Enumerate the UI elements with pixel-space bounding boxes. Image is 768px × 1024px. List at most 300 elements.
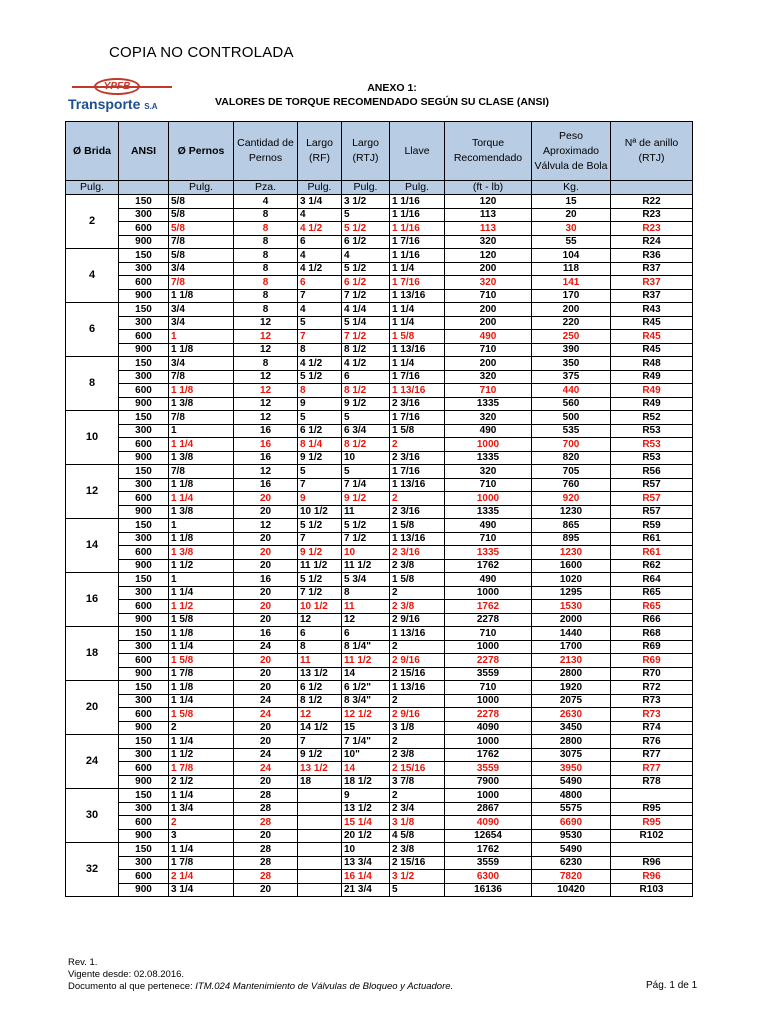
table-cell: 4 1/2: [298, 222, 342, 236]
table-cell: 11 1/2: [342, 559, 390, 573]
table-cell: 2 1/2: [169, 775, 234, 789]
unit-cell: Pulg.: [390, 181, 445, 195]
table-cell: 1 1/4: [169, 640, 234, 654]
table-cell: 600: [119, 276, 169, 290]
table-cell: 150: [119, 465, 169, 479]
table-cell: 20: [234, 721, 298, 735]
table-cell: 2: [390, 735, 445, 749]
table-cell: R23: [611, 208, 693, 222]
table-cell: 300: [119, 640, 169, 654]
table-cell: 1000: [445, 640, 532, 654]
table-cell: 1000: [445, 735, 532, 749]
table-cell: 3 1/2: [342, 195, 390, 209]
table-cell: 8 1/2: [342, 384, 390, 398]
table-row: [66, 883, 693, 897]
table-cell: 6300: [445, 870, 532, 884]
table-cell: 141: [532, 276, 611, 290]
table-cell: 220: [532, 316, 611, 330]
table-row: [66, 235, 693, 249]
table-row: [66, 465, 693, 479]
table-cell: 11: [342, 600, 390, 614]
table-cell: 1 13/16: [390, 478, 445, 492]
table-cell: R61: [611, 546, 693, 560]
table-cell: R66: [611, 613, 693, 627]
table-cell: R45: [611, 316, 693, 330]
table-cell: [298, 870, 342, 884]
table-cell: R72: [611, 681, 693, 695]
table-cell: 5 1/2: [342, 262, 390, 276]
table-row: [66, 343, 693, 357]
table-cell: 710: [445, 681, 532, 695]
table-cell: R95: [611, 816, 693, 830]
table-cell: 20: [234, 829, 298, 843]
table-cell: 150: [119, 249, 169, 263]
table-cell: 28: [234, 843, 298, 857]
table-cell: 1: [169, 330, 234, 344]
table-cell: 28: [234, 870, 298, 884]
table-cell: 8: [234, 303, 298, 317]
table-row: [66, 370, 693, 384]
table-cell: 300: [119, 262, 169, 276]
table-cell: 1 1/2: [169, 600, 234, 614]
table-cell: 200: [532, 303, 611, 317]
table-cell: 300: [119, 208, 169, 222]
table-row: [66, 627, 693, 641]
brida-size-cell: 30: [66, 789, 119, 843]
table-cell: 1 1/4: [390, 262, 445, 276]
table-cell: 20: [234, 667, 298, 681]
table-cell: 7 1/4": [342, 735, 390, 749]
table-cell: 28: [234, 816, 298, 830]
table-cell: 1 1/4: [169, 586, 234, 600]
table-cell: 4: [342, 249, 390, 263]
table-cell: 1 1/8: [169, 289, 234, 303]
table-cell: 2 3/16: [390, 397, 445, 411]
table-cell: 7 1/2: [342, 532, 390, 546]
table-cell: R37: [611, 289, 693, 303]
unit-cell: Pza.: [234, 181, 298, 195]
table-cell: 5: [298, 411, 342, 425]
table-row: [66, 505, 693, 519]
table-cell: 8 3/4": [342, 694, 390, 708]
table-cell: 4090: [445, 721, 532, 735]
table-cell: 10: [342, 843, 390, 857]
table-cell: 600: [119, 654, 169, 668]
table-cell: 600: [119, 708, 169, 722]
table-row: [66, 357, 693, 371]
column-header: Largo (RTJ): [342, 122, 390, 181]
annex-title: ANEXO 1:: [367, 82, 417, 94]
table-cell: 2075: [532, 694, 611, 708]
table-cell: 2 3/8: [390, 600, 445, 614]
table-cell: 1 1/4: [169, 789, 234, 803]
table-cell: 1000: [445, 586, 532, 600]
table-cell: R24: [611, 235, 693, 249]
table-cell: R53: [611, 451, 693, 465]
table-cell: 1 1/4: [169, 438, 234, 452]
table-cell: 1 5/8: [390, 519, 445, 533]
table-cell: 2 3/8: [390, 843, 445, 857]
table-cell: 600: [119, 384, 169, 398]
table-cell: 7 1/2: [342, 330, 390, 344]
table-cell: 1 5/8: [169, 654, 234, 668]
table-cell: 200: [445, 316, 532, 330]
table-cell: [298, 816, 342, 830]
table-cell: 8: [234, 235, 298, 249]
table-cell: 320: [445, 465, 532, 479]
table-cell: 600: [119, 492, 169, 506]
brida-size-cell: 32: [66, 843, 119, 897]
table-cell: R57: [611, 478, 693, 492]
table-cell: 2278: [445, 708, 532, 722]
table-row: [66, 249, 693, 263]
table-cell: 2800: [532, 667, 611, 681]
table-cell: 440: [532, 384, 611, 398]
table-cell: 12: [298, 613, 342, 627]
table-cell: 6690: [532, 816, 611, 830]
table-cell: R53: [611, 424, 693, 438]
table-cell: 18 1/2: [342, 775, 390, 789]
table-cell: 1 5/8: [169, 708, 234, 722]
table-cell: 8 1/4": [342, 640, 390, 654]
table-row: [66, 451, 693, 465]
table-cell: 15: [342, 721, 390, 735]
table-cell: 1335: [445, 546, 532, 560]
table-cell: R96: [611, 856, 693, 870]
table-cell: 150: [119, 627, 169, 641]
table-cell: R49: [611, 370, 693, 384]
table-row: [66, 870, 693, 884]
table-cell: 5/8: [169, 222, 234, 236]
table-cell: 20: [234, 883, 298, 897]
table-cell: 6 1/2": [342, 681, 390, 695]
table-cell: 710: [445, 478, 532, 492]
table-cell: 1 1/8: [169, 532, 234, 546]
table-cell: 15 1/4: [342, 816, 390, 830]
table-cell: 1762: [445, 559, 532, 573]
table-cell: 1 7/16: [390, 465, 445, 479]
table-cell: 1762: [445, 748, 532, 762]
table-cell: 500: [532, 411, 611, 425]
table-cell: 900: [119, 775, 169, 789]
table-row: [66, 600, 693, 614]
column-header: Cantidad de Pernos: [234, 122, 298, 181]
table-cell: 560: [532, 397, 611, 411]
table-row: [66, 559, 693, 573]
table-cell: 150: [119, 357, 169, 371]
table-cell: 24: [234, 748, 298, 762]
unit-cell: Pulg.: [342, 181, 390, 195]
brida-size-cell: 12: [66, 465, 119, 519]
table-cell: 6: [298, 627, 342, 641]
table-cell: 1530: [532, 600, 611, 614]
table-cell: 200: [445, 303, 532, 317]
table-cell: 4 1/2: [342, 357, 390, 371]
table-cell: 1 13/16: [390, 627, 445, 641]
table-cell: 1 13/16: [390, 343, 445, 357]
table-cell: 2: [390, 492, 445, 506]
table-cell: 1 3/4: [169, 802, 234, 816]
table-cell: 4800: [532, 789, 611, 803]
unit-cell: Pulg.: [66, 181, 119, 195]
table-cell: 12: [234, 465, 298, 479]
table-cell: 1230: [532, 546, 611, 560]
table-cell: [611, 843, 693, 857]
column-header: Ø Pernos: [169, 122, 234, 181]
table-cell: 865: [532, 519, 611, 533]
table-cell: 900: [119, 721, 169, 735]
table-cell: 1: [169, 424, 234, 438]
table-cell: 28: [234, 789, 298, 803]
table-cell: R49: [611, 384, 693, 398]
table-cell: 16: [234, 573, 298, 587]
table-cell: 1 1/16: [390, 249, 445, 263]
table-cell: 12654: [445, 829, 532, 843]
table-cell: 16: [234, 424, 298, 438]
table-cell: 7/8: [169, 411, 234, 425]
table-cell: 490: [445, 573, 532, 587]
table-row: [66, 856, 693, 870]
table-cell: 9 1/2: [342, 492, 390, 506]
table-cell: 12: [234, 316, 298, 330]
table-cell: 8: [234, 289, 298, 303]
table-cell: 1920: [532, 681, 611, 695]
table-cell: 16: [234, 627, 298, 641]
column-header: Nª de anillo (RTJ): [611, 122, 693, 181]
table-cell: R62: [611, 559, 693, 573]
table-cell: 20: [234, 505, 298, 519]
table-row: [66, 586, 693, 600]
table-cell: 1 7/16: [390, 370, 445, 384]
table-cell: 13 1/2: [342, 802, 390, 816]
logo-brand: Transporte S.A: [68, 96, 158, 112]
table-cell: 11: [342, 505, 390, 519]
table-cell: 12: [342, 613, 390, 627]
table-cell: 6 3/4: [342, 424, 390, 438]
table-cell: 300: [119, 478, 169, 492]
table-cell: 3/4: [169, 303, 234, 317]
table-cell: 600: [119, 222, 169, 236]
table-cell: 3950: [532, 762, 611, 776]
table-cell: 8: [234, 208, 298, 222]
table-row: [66, 829, 693, 843]
table-cell: R76: [611, 735, 693, 749]
brida-size-cell: 18: [66, 627, 119, 681]
table-cell: 2 3/8: [390, 748, 445, 762]
table-cell: 705: [532, 465, 611, 479]
table-cell: 300: [119, 856, 169, 870]
table-cell: 150: [119, 573, 169, 587]
table-cell: 8: [342, 586, 390, 600]
table-cell: 4 1/4: [342, 303, 390, 317]
table-cell: 12: [234, 397, 298, 411]
column-header: Llave: [390, 122, 445, 181]
table-cell: 9 1/2: [298, 546, 342, 560]
table-cell: 490: [445, 330, 532, 344]
table-cell: 3075: [532, 748, 611, 762]
table-cell: 12: [234, 519, 298, 533]
table-cell: 12 1/2: [342, 708, 390, 722]
table-cell: R73: [611, 694, 693, 708]
table-cell: 113: [445, 222, 532, 236]
table-cell: 5: [390, 883, 445, 897]
table-cell: 6: [342, 627, 390, 641]
table-cell: 900: [119, 883, 169, 897]
table-cell: 2: [390, 789, 445, 803]
table-cell: 28: [234, 802, 298, 816]
table-cell: 300: [119, 370, 169, 384]
table-cell: 12: [234, 370, 298, 384]
table-cell: 5: [298, 465, 342, 479]
table-cell: 9 1/2: [298, 451, 342, 465]
table-cell: 8: [234, 249, 298, 263]
table-cell: 6: [342, 370, 390, 384]
table-cell: 10": [342, 748, 390, 762]
table-cell: 10 1/2: [298, 505, 342, 519]
table-cell: 900: [119, 559, 169, 573]
table-cell: R77: [611, 762, 693, 776]
table-cell: 21 3/4: [342, 883, 390, 897]
table-cell: 6 1/2: [298, 424, 342, 438]
table-units-row: [66, 181, 693, 195]
table-cell: 20: [234, 600, 298, 614]
table-cell: 7 1/4: [342, 478, 390, 492]
table-cell: R68: [611, 627, 693, 641]
table-cell: R61: [611, 532, 693, 546]
table-cell: R23: [611, 222, 693, 236]
table-cell: 820: [532, 451, 611, 465]
unit-cell: (ft - lb): [445, 181, 532, 195]
table-cell: R56: [611, 465, 693, 479]
table-cell: 600: [119, 330, 169, 344]
table-cell: 7820: [532, 870, 611, 884]
table-cell: 8: [298, 343, 342, 357]
table-cell: 6 1/2: [342, 235, 390, 249]
table-cell: 1 1/16: [390, 222, 445, 236]
table-cell: 9: [298, 397, 342, 411]
table-cell: 20: [234, 735, 298, 749]
table-cell: 15: [532, 195, 611, 209]
table-cell: R64: [611, 573, 693, 587]
table-cell: 20: [234, 546, 298, 560]
table-cell: 150: [119, 681, 169, 695]
table-cell: 2278: [445, 654, 532, 668]
table-row: [66, 694, 693, 708]
table-cell: 2 9/16: [390, 654, 445, 668]
table-cell: 4: [298, 249, 342, 263]
table-cell: 1600: [532, 559, 611, 573]
table-row: [66, 762, 693, 776]
table-cell: R45: [611, 343, 693, 357]
brida-size-cell: 10: [66, 411, 119, 465]
table-cell: 9530: [532, 829, 611, 843]
table-cell: [298, 843, 342, 857]
table-cell: 600: [119, 870, 169, 884]
table-cell: 2130: [532, 654, 611, 668]
table-cell: 375: [532, 370, 611, 384]
table-cell: 20 1/2: [342, 829, 390, 843]
table-cell: 2: [169, 816, 234, 830]
table-cell: 1 3/8: [169, 546, 234, 560]
table-cell: 600: [119, 546, 169, 560]
table-cell: 1335: [445, 451, 532, 465]
table-cell: 900: [119, 343, 169, 357]
table-cell: 710: [445, 289, 532, 303]
table-row: [66, 843, 693, 857]
table-cell: 18: [298, 775, 342, 789]
table-cell: R43: [611, 303, 693, 317]
table-cell: 3/4: [169, 316, 234, 330]
table-cell: 1335: [445, 505, 532, 519]
table-cell: 1 1/4: [390, 357, 445, 371]
table-cell: 13 1/2: [298, 667, 342, 681]
table-cell: 5 1/4: [342, 316, 390, 330]
table-cell: 1: [169, 519, 234, 533]
table-cell: 5 1/2: [298, 519, 342, 533]
table-cell: 150: [119, 519, 169, 533]
table-cell: R52: [611, 411, 693, 425]
table-cell: 1 3/8: [169, 451, 234, 465]
table-cell: 320: [445, 411, 532, 425]
table-cell: 14: [342, 667, 390, 681]
table-cell: 113: [445, 208, 532, 222]
table-cell: 12: [234, 411, 298, 425]
table-cell: 7/8: [169, 276, 234, 290]
table-cell: 9 1/2: [342, 397, 390, 411]
unit-cell: Pulg.: [298, 181, 342, 195]
table-cell: 150: [119, 411, 169, 425]
table-row: [66, 640, 693, 654]
table-cell: 7: [298, 330, 342, 344]
brida-size-cell: 8: [66, 357, 119, 411]
table-row: [66, 330, 693, 344]
table-cell: 150: [119, 789, 169, 803]
table-cell: 320: [445, 276, 532, 290]
table-cell: R37: [611, 276, 693, 290]
table-cell: 535: [532, 424, 611, 438]
table-cell: 1 7/8: [169, 667, 234, 681]
table-cell: R57: [611, 505, 693, 519]
table-cell: 1 7/16: [390, 276, 445, 290]
table-header-row: [66, 122, 693, 181]
table-cell: 1 1/2: [169, 559, 234, 573]
table-cell: [298, 829, 342, 843]
table-cell: 30: [532, 222, 611, 236]
table-cell: 390: [532, 343, 611, 357]
brida-size-cell: 6: [66, 303, 119, 357]
table-cell: 12: [234, 330, 298, 344]
brida-size-cell: 14: [66, 519, 119, 573]
table-cell: 1 7/16: [390, 235, 445, 249]
table-cell: 7: [298, 532, 342, 546]
table-cell: 1700: [532, 640, 611, 654]
table-cell: 900: [119, 667, 169, 681]
table-cell: 4 1/2: [298, 262, 342, 276]
table-row: [66, 681, 693, 695]
table-cell: 900: [119, 289, 169, 303]
table-cell: 2 3/4: [390, 802, 445, 816]
table-cell: 7/8: [169, 235, 234, 249]
table-cell: 7/8: [169, 370, 234, 384]
column-header: Peso Aproximado Válvula de Bola: [532, 122, 611, 181]
table-cell: 16: [234, 478, 298, 492]
table-cell: 2 15/16: [390, 667, 445, 681]
table-cell: 6230: [532, 856, 611, 870]
table-cell: 5: [342, 208, 390, 222]
table-cell: 1 1/16: [390, 208, 445, 222]
table-cell: 2: [390, 640, 445, 654]
table-cell: 16 1/4: [342, 870, 390, 884]
